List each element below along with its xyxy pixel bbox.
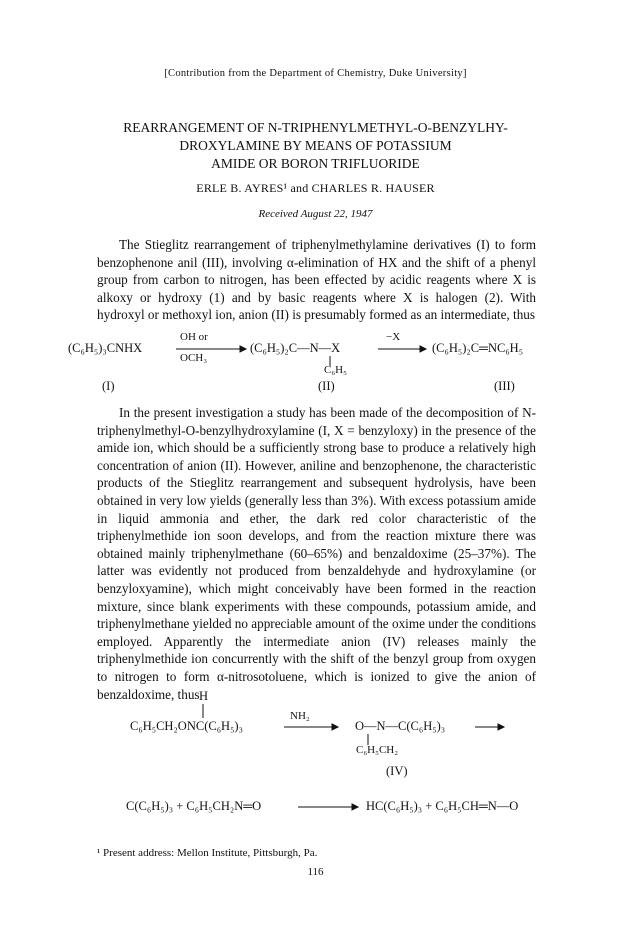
title-line-1: REARRANGEMENT OF N-TRIPHENYLMETHYL-O-BENZYLHY- xyxy=(123,120,508,135)
title-line-3: AMIDE OR BORON TRIFLUORIDE xyxy=(211,156,420,171)
eq1-arrowhead-1 xyxy=(240,346,246,352)
eq1-reagent-bottom: OCH₃ xyxy=(180,352,208,364)
paragraph-investigation-text: In the present investigation a study has been made of the decomposition of N-triphenylmethyl-O-benzylhydroxylamine (I, X = benzyloxy) in the presence of the amide ion, which should be a sufficiently strong base to produce a relatively high concentration of anion (II). However, aniline and benzophenone, the characteristic products of the Stieglitz rearrangement and subsequent hydrolysis, have been obtained in very low yields (generally less than 3%). With excess potassium amide in liquid ammonia and ether, the dark red color characteristic of the triphenylmethide ion soon develops, and from the reaction mixture there was obtained mainly triphenylmethane (60–65%) and benzaldoxime (25–37%). The latter was evidently not produced from benzaldehyde and hydroxylamine (or benzyloxyamine), which might conceivably have been formed in the reaction mixture, since blank experiments with these compounds, potassium amide, and triphenylmethane yielded no appreciable amount of the oxime under the conditions employed. Apparently the intermediate anion (IV) releases mainly the triphenylmethide ion concurrently with the shift of the benzyl group from oxygen to nitrogen to form α-nitrosotoluene, which is ionized to give the anion of benzaldoxime, thus xyxy=(97,405,536,702)
eq3-left: C(C₆H₅)₃ + C₆H₅CH₂N═O xyxy=(126,799,262,813)
eq1-product: (C₆H₅)₂C═NC₆H₅ xyxy=(432,341,524,355)
page-number: 116 xyxy=(307,866,324,878)
eq2-reactant: C₆H₅CH₂ONC(C₆H₅)₃ xyxy=(130,719,243,733)
eq1-label-1: (I) xyxy=(102,379,115,393)
eq1-arrowhead-2 xyxy=(420,346,426,352)
eq2-arrowhead-2 xyxy=(498,724,504,730)
eq1-label-2: (II) xyxy=(318,379,335,393)
eq2-intermediate: O—N—C(C₆H₅)₃ xyxy=(355,719,446,733)
eq2-intermediate-sub: C₆H₅CH₂ xyxy=(356,744,399,756)
eq1-intermediate-sub: C₆H₅ xyxy=(324,364,347,376)
eq2-arrowhead-1 xyxy=(332,724,338,730)
title-line-2: DROXYLAMINE BY MEANS OF POTASSIUM xyxy=(179,138,452,153)
author-line: ERLE B. AYRES¹ and CHARLES R. HAUSER xyxy=(196,181,435,195)
eq2-label: (IV) xyxy=(386,764,408,778)
footnote: ¹ Present address: Mellon Institute, Pittsburgh, Pa. xyxy=(97,847,318,859)
eq1-reagent-top: OH or xyxy=(180,331,208,343)
eq2-hydrogen: H xyxy=(199,689,209,703)
eq1-reactant: (C₆H₅)₃CNHX xyxy=(68,341,143,355)
eq2-reagent: NH₂ xyxy=(290,710,310,722)
eq1-label-3: (III) xyxy=(494,379,515,393)
eq1-intermediate: (C₆H₅)₂C—N—X xyxy=(250,341,341,355)
eq3-right: HC(C₆H₅)₃ + C₆H₅CH═N—O xyxy=(366,799,519,813)
received-date: Received August 22, 1947 xyxy=(258,208,373,220)
department-header: [Contribution from the Department of Chemistry, Duke University] xyxy=(164,68,467,79)
paragraph-intro-text: The Stieglitz rearrangement of triphenylmethylamine derivatives (I) to form benzophenone anil (III), involving α-elimination of HX and the shift of a phenyl group from carbon to nitrogen, has been effected by acidic reagents where X is alkoxy or hydroxy (1) and by basic reagents where X is halogen (2). With hydroxyl or methoxyl ion, anion (II) is presumably formed as an intermediate, thus xyxy=(97,237,536,323)
eq1-loss: −X xyxy=(386,331,401,343)
eq3-arrowhead xyxy=(352,804,358,810)
